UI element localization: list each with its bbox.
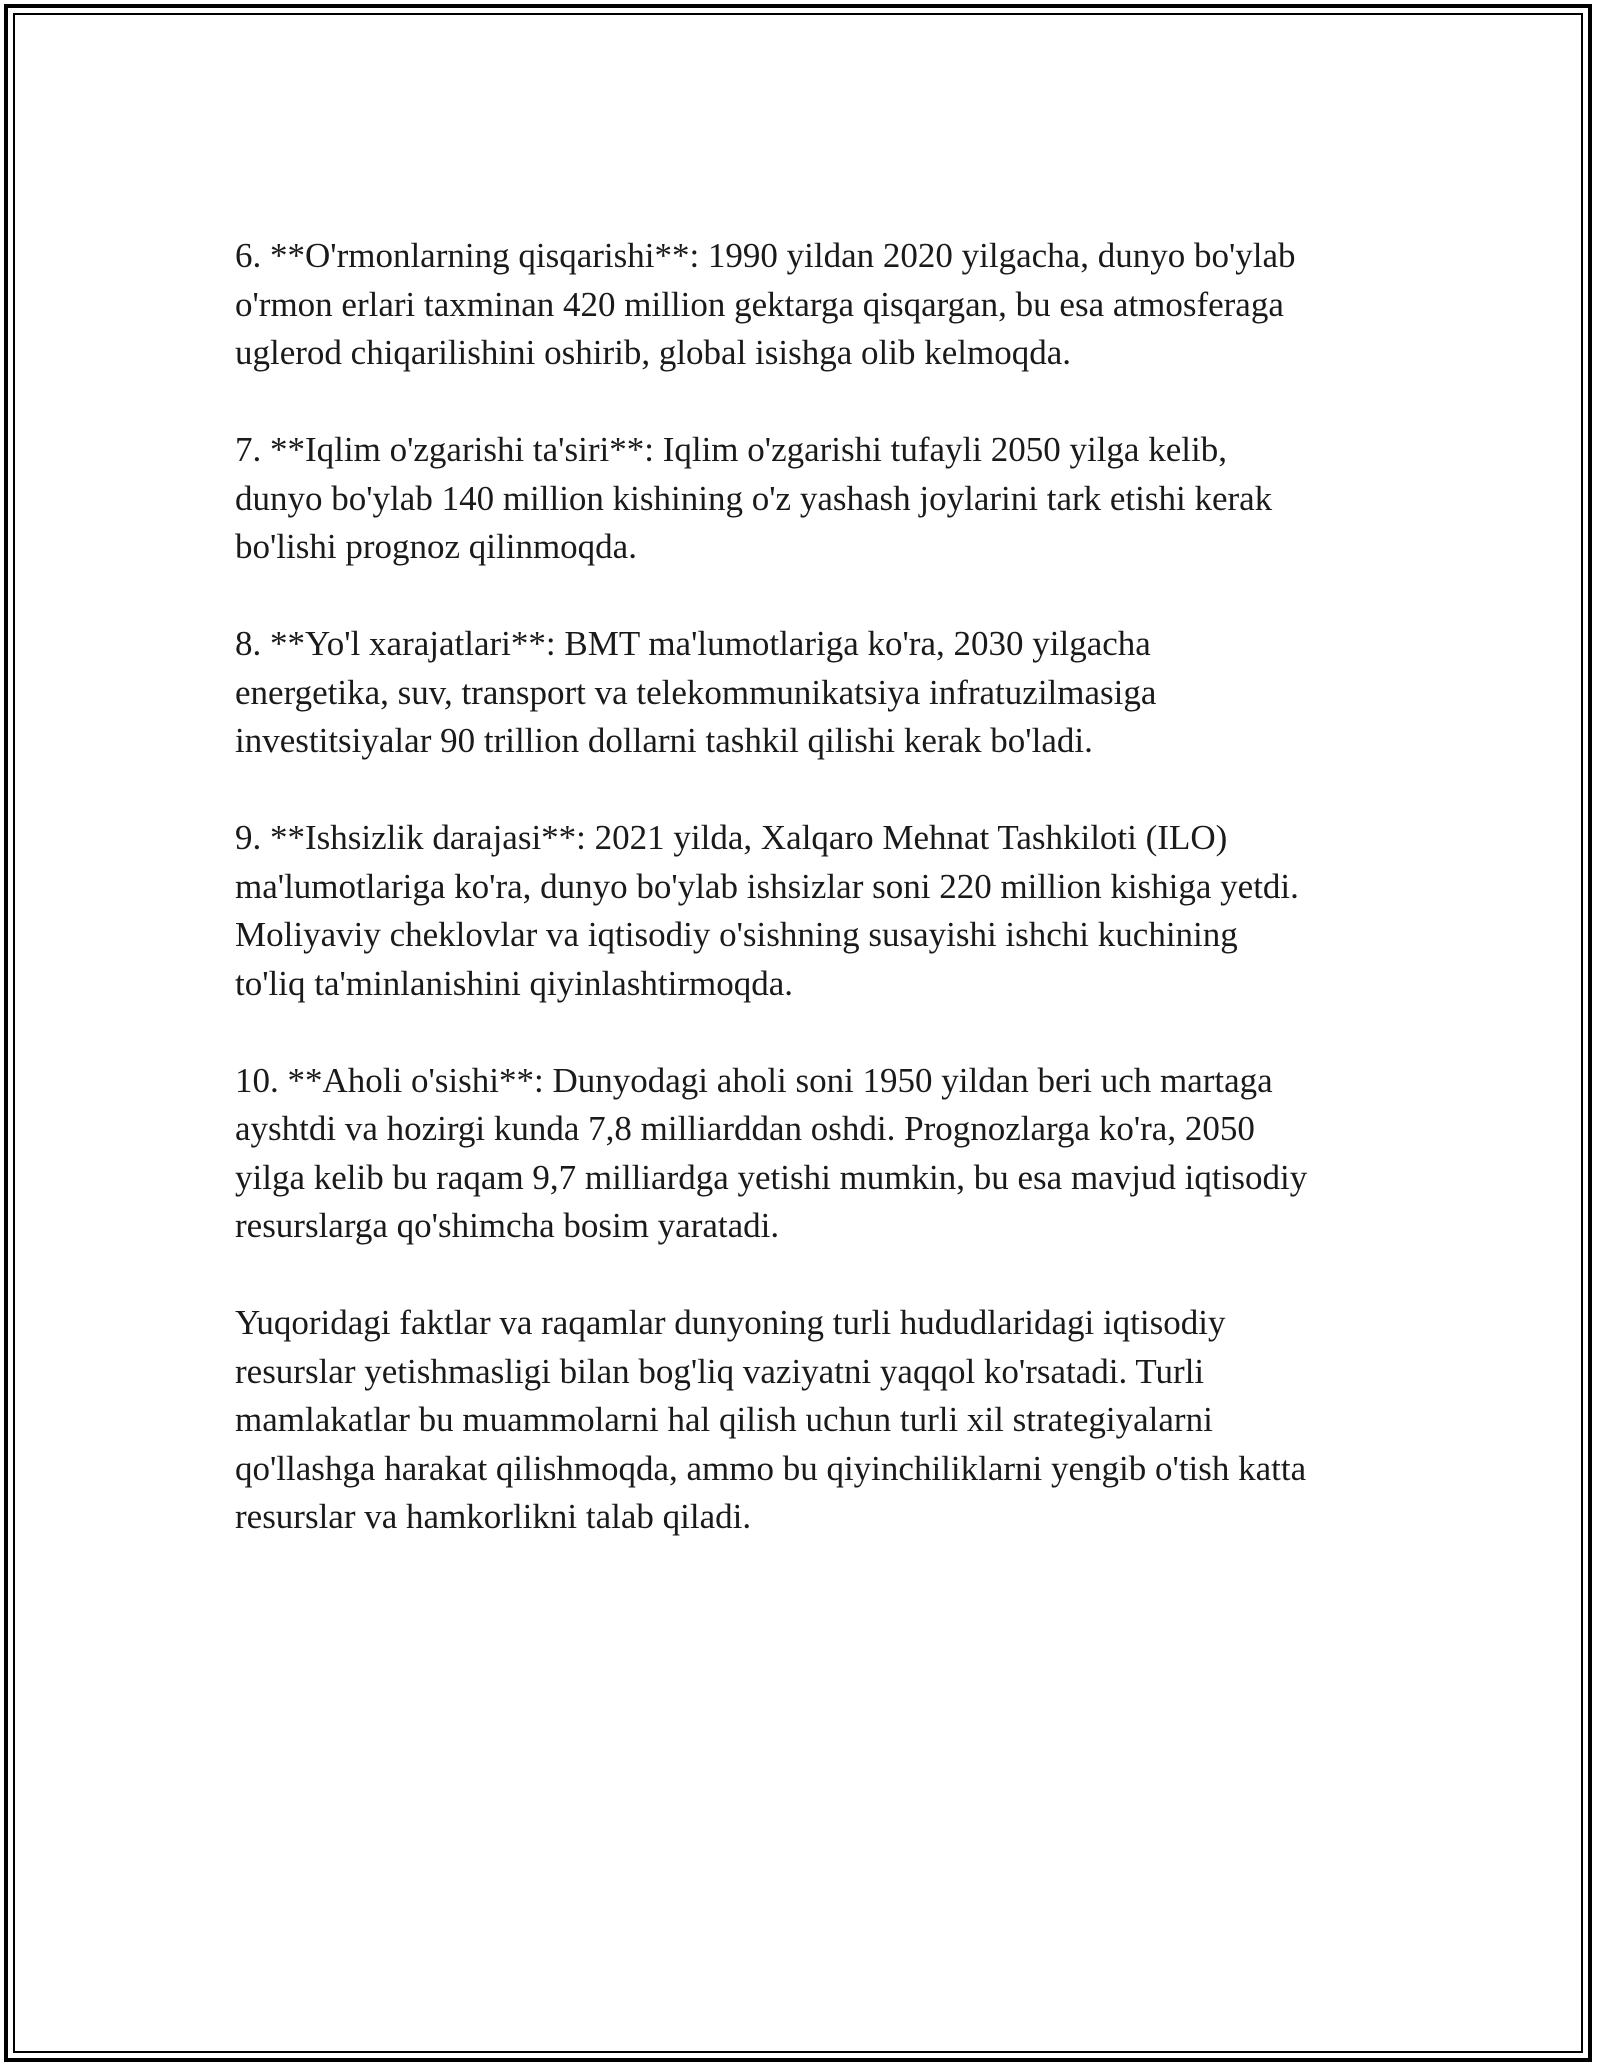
text-line: bo'lishi prognoz qilinmoqda. [235, 527, 637, 566]
text-line: Moliyaviy cheklovlar va iqtisodiy o'sishning susayishi ishchi kuchining [235, 915, 1238, 954]
text-line: resurslar yetishmasligi bilan bog'liq vaziyatni yaqqol ko'rsatadi. Turli [235, 1351, 1205, 1391]
text-line: 10. **Aholi o'sishi**: Dunyodagi aholi soni 1950 yildan beri uch martaga [235, 1060, 1273, 1100]
text-line: qo'llashga harakat qilishmoqda, ammo bu qiyinchiliklarni yengib o'tish katta [235, 1448, 1307, 1488]
text-line: to'liq ta'minlanishini qiyinlashtirmoqda. [235, 963, 793, 1003]
text-line: ayshtdi va hozirgi kunda 7,8 milliarddan oshdi. Prognozlarga ko'ra, 2050 [235, 1109, 1255, 1148]
text-line: investitsiyalar 90 trillion dollarni tashkil qilishi kerak bo'ladi. [235, 721, 1093, 760]
text-line: energetika, suv, transport va telekommunikatsiya infratuzilmasiga [235, 672, 1157, 712]
text-line: Yuqoridagi faktlar va raqamlar dunyoning turli hududlaridagi iqtisodiy [235, 1303, 1226, 1342]
text-line: resurslarga qo'shimcha bosim yaratadi. [235, 1206, 780, 1245]
paragraph-deforestation [235, 232, 1375, 378]
paragraph-infrastructure-costs [235, 620, 1375, 766]
text-line: 9. **Ishsizlik darajasi**: 2021 yilda, Xalqaro Mehnat Tashkiloti (ILO) [235, 818, 1228, 857]
text-line: 8. **Yo'l xarajatlari**: BMT ma'lumotlariga ko'ra, 2030 yilgacha [235, 624, 1151, 663]
text-line: o'rmon erlari taxminan 420 million gektarga qisqargan, bu esa atmosferaga [235, 284, 1284, 324]
text-line: uglerod chiqarilishini oshirib, global isishga olib kelmoqda. [235, 333, 1072, 372]
text-line: yilga kelib bu raqam 9,7 milliardga yetishi mumkin, bu esa mavjud iqtisodiy [235, 1157, 1308, 1197]
paragraph-unemployment [235, 814, 1375, 1008]
text-line: 6. **O'rmonlarning qisqarishi**: 1990 yildan 2020 yilgacha, dunyo bo'ylab [235, 236, 1296, 275]
paragraph-climate-change [235, 426, 1375, 572]
text-line: dunyo bo'ylab 140 million kishining o'z yashash joylarini tark etishi kerak [235, 478, 1273, 518]
text-line: mamlakatlar bu muammolarni hal qilish uchun turli xil strategiyalarni [235, 1400, 1213, 1439]
text-line: resurslar va hamkorlikni talab qiladi. [235, 1497, 752, 1536]
text-line: ma'lumotlariga ko'ra, dunyo bo'ylab ishsizlar soni 220 million kishiga yetdi. [235, 866, 1299, 906]
paragraph-population-growth [235, 1057, 1375, 1251]
paragraph-conclusion [235, 1299, 1375, 1542]
text-line: 7. **Iqlim o'zgarishi ta'siri**: Iqlim o'zgarishi tufayli 2050 yilga kelib, [235, 430, 1227, 469]
document-body [235, 232, 1375, 1590]
